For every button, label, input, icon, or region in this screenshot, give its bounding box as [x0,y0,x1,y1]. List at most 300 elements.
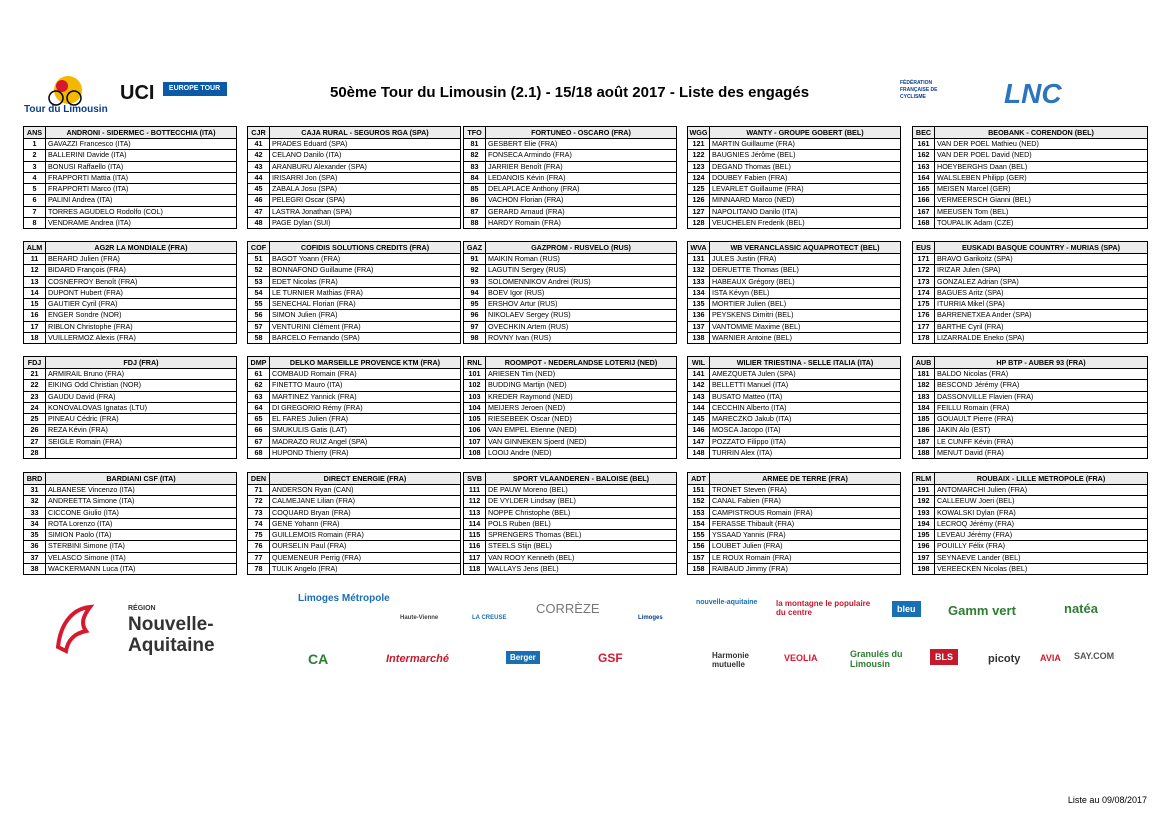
bib-number: 73 [248,508,270,518]
bib-number: 32 [24,496,46,506]
rider-name: CELANO Danilo (ITA) [272,150,342,160]
rider-name: RAIBAUD Jimmy (FRA) [712,564,788,574]
team-header [247,126,461,139]
rider-row [913,309,1147,320]
rider-row [464,552,676,563]
rider-row [913,264,1147,275]
bib-number: 165 [913,184,935,194]
bib-number: 162 [913,150,935,160]
sponsor-berger: Berger [506,651,540,664]
rider-row [248,276,460,287]
bib-number: 137 [688,322,710,332]
rider-name: SIMION Paolo (ITA) [48,530,112,540]
team-table [687,241,901,344]
rider-row [24,276,236,287]
rider-name: LASTRA Jonathan (SPA) [272,206,352,216]
rider-row [913,424,1147,435]
rider-name: VENTURINI Clément (FRA) [272,321,361,331]
rider-row [248,379,460,390]
rider-name: VUILLERMOZ Alexis (FRA) [48,333,136,343]
bib-number: 3 [24,162,46,172]
rider-name: SMUKULIS Gatis (LAT) [272,425,347,435]
rider-name: GAUDU David (FRA) [48,391,116,401]
rider-row [24,183,236,194]
rider-name: MARECZKO Jakub (ITA) [712,414,792,424]
bib-number: 103 [464,392,486,402]
rider-row [464,321,676,332]
team-name: SPORT VLAANDEREN - BALOISE (BEL) [512,474,650,483]
bib-number: 171 [913,254,935,264]
team-header [912,126,1148,139]
rider-row [464,183,676,194]
bib-number: 161 [913,139,935,149]
bib-number: 115 [464,530,486,540]
bib-number: 56 [248,310,270,320]
team-code: RNL [464,357,486,368]
rider-name: BUSATO Matteo (ITA) [712,391,783,401]
rider-row [913,379,1147,390]
rider-row [24,518,236,529]
rider-list [23,139,237,229]
bib-number: 77 [248,553,270,563]
rider-row [248,563,460,574]
rider-row [464,149,676,160]
rider-name: YSSAAD Yannis (FRA) [712,530,786,540]
team-name: WANTY - GROUPE GOBERT (BEL) [746,128,864,137]
rider-row [688,309,900,320]
sponsor-limoges: Limoges [638,615,663,621]
bib-number: 5 [24,184,46,194]
rider-name: ITURRIA Mikel (SPA) [937,299,1005,309]
rider-name: WACKERMANN Luca (ITA) [48,564,136,574]
rider-name: TORRES AGUDELO Rodolfo (COL) [48,206,163,216]
bib-number: 36 [24,541,46,551]
bib-number: 71 [248,485,270,495]
bib-number: 146 [688,425,710,435]
team-header [687,472,901,485]
team-table [912,126,1148,229]
bib-number: 2 [24,150,46,160]
rider-name: WALSLEBEN Philipp (GER) [937,172,1027,182]
rider-row [913,139,1147,149]
team-code: FDJ [24,357,46,368]
bib-number: 48 [248,218,270,228]
rider-row [913,172,1147,183]
rider-row [913,321,1147,332]
team-code: BRD [24,473,46,484]
rider-list [912,485,1148,575]
team-name: ROOMPOT - NEDERLANDSE LOTERIJ (NED) [504,358,658,367]
rider-name: DUPONT Hubert (FRA) [48,287,123,297]
team-header [463,126,677,139]
rider-name: ROVNY Ivan (RUS) [488,333,551,343]
rider-name: BOEV Igor (RUS) [488,287,545,297]
rider-name: VEUCHELEN Frederik (BEL) [712,218,805,228]
rider-name: HABEAUX Grégory (BEL) [712,276,795,286]
bib-number: 152 [688,496,710,506]
rider-name: JULES Justin (FRA) [712,254,777,263]
bib-number: 176 [913,310,935,320]
rider-name: CALMEJANE Lilian (FRA) [272,496,356,506]
rider-row [464,495,676,506]
sponsor-haute-vienne: Haute-Vienne [400,615,439,621]
rider-name: JAKIN Alo (EST) [937,425,991,435]
rider-row [464,518,676,529]
bib-number: 23 [24,392,46,402]
team-header [687,356,901,369]
bib-number: 26 [24,425,46,435]
bib-number: 57 [248,322,270,332]
bib-number: 194 [913,519,935,529]
rider-name: LEDANOIS Kévin (FRA) [488,172,566,182]
rider-row [913,495,1147,506]
rider-row [248,321,460,332]
rider-row [913,206,1147,217]
rider-name: DEGAND Thomas (BEL) [712,161,791,171]
bib-number: 67 [248,437,270,447]
uci-europe-tour-logo: UCI EUROPE TOUR [120,82,260,112]
rider-row [913,276,1147,287]
rider-name: DASSONVILLE Flavien (FRA) [937,391,1034,401]
lnc-logo: LNC [1004,78,1062,109]
rider-name: LE CUNFF Kévin (FRA) [937,436,1014,446]
team-header [687,126,901,139]
team-table [247,126,461,229]
rider-row [688,507,900,518]
rider-row [913,518,1147,529]
rider-name: ERSHOV Artur (RUS) [488,299,558,309]
sponsor-correze: CORRÈZE [536,601,600,616]
rider-row [24,495,236,506]
rider-row [688,194,900,205]
bib-number: 81 [464,139,486,149]
bib-number: 55 [248,299,270,309]
bib-number: 195 [913,530,935,540]
bib-number: 38 [24,564,46,574]
rider-row [688,298,900,309]
bib-number: 66 [248,425,270,435]
bib-number: 134 [688,288,710,298]
team-table [23,241,237,344]
rider-name: MEIJERS Jeroen (NED) [488,402,566,412]
bib-number: 42 [248,150,270,160]
rider-name: SEYNAEVE Lander (BEL) [937,552,1021,562]
rider-list [912,369,1148,459]
bib-number: 113 [464,508,486,518]
rider-row [464,447,676,458]
rider-row [24,149,236,160]
rider-name: VAN EMPEL Etienne (NED) [488,425,577,435]
rider-name: GAUTIER Cyril (FRA) [48,299,118,309]
bib-number: 21 [24,369,46,379]
rider-row [24,436,236,447]
rider-row [24,540,236,551]
bib-number: 116 [464,541,486,551]
rider-name: LIZARRALDE Eneko (SPA) [937,333,1025,343]
team-header [23,472,237,485]
team-name: DELKO MARSEILLE PROVENCE KTM (FRA) [289,358,441,367]
rider-name: COMBAUD Romain (FRA) [272,369,357,378]
bib-number: 11 [24,254,46,264]
bib-number: 47 [248,207,270,217]
rider-name: BONUSI Raffaello (ITA) [48,161,124,171]
team-code: WIL [688,357,710,368]
team-header [23,126,237,139]
team-code: CJR [248,127,270,138]
team-code: WVA [688,242,710,253]
team-header [687,241,901,254]
rider-name: PALINI Andrea (ITA) [48,195,113,205]
page-title: 50ème Tour du Limousin (2.1) - 15/18 août 2017 - Liste des engagés [330,84,810,101]
rider-row [248,194,460,205]
rider-row [24,161,236,172]
bib-number: 117 [464,553,486,563]
rider-name: BALLERINI Davide (ITA) [48,150,127,160]
bib-number: 114 [464,519,486,529]
sponsor-veolia: VEOLIA [784,653,818,663]
rider-list [687,139,901,229]
rider-name: BAGOT Yoann (FRA) [272,254,341,263]
rider-row [913,402,1147,413]
rider-list [247,485,461,575]
bib-number: 181 [913,369,935,379]
bib-number: 151 [688,485,710,495]
bib-number: 44 [248,173,270,183]
team-header [247,472,461,485]
rider-name: ISTA Kévyn (BEL) [712,287,770,297]
ffc-logo: FÉDÉRATION FRANÇAISE DE CYCLISME [900,80,938,100]
rider-name: VANTOMME Maxime (BEL) [712,321,801,331]
rider-name: SIMON Julien (FRA) [272,310,338,320]
rider-row [248,161,460,172]
rider-row [464,264,676,275]
bib-number: 31 [24,485,46,495]
team-table [463,356,677,459]
rider-row [24,206,236,217]
team-table [912,472,1148,575]
rider-name: ARANBURU Alexander (SPA) [272,161,367,171]
rider-name: DERUETTE Thomas (BEL) [712,265,799,275]
rider-row [248,485,460,495]
rider-list [23,369,237,459]
rider-name: BARTHE Cyril (FRA) [937,321,1004,331]
sponsor-la-montagne: la montagne le populaire du centre [776,599,871,617]
bib-number: 34 [24,519,46,529]
rider-name: AMEZQUETA Julen (SPA) [712,369,796,378]
rider-row [464,485,676,495]
rider-name: BARRENETXEA Ander (SPA) [937,310,1032,320]
rider-name: COSNEFROY Benoît (FRA) [48,276,138,286]
bib-number: 65 [248,414,270,424]
team-name: BARDIANI CSF (ITA) [106,474,176,483]
rider-list [912,139,1148,229]
rider-name: BERARD Julien (FRA) [48,254,120,263]
rider-row [24,321,236,332]
rider-name: CALLEEUW Joeri (BEL) [937,496,1015,506]
rider-list [463,485,677,575]
bib-number: 62 [248,380,270,390]
rider-row [24,287,236,298]
rider-name: BAGUES Aritz (SPA) [937,287,1004,297]
rider-name: CECCHIN Alberto (ITA) [712,402,787,412]
rider-row [913,183,1147,194]
rider-row [913,485,1147,495]
rider-list [23,254,237,344]
bib-number: 198 [913,564,935,574]
rider-row [913,161,1147,172]
bib-number: 186 [913,425,935,435]
rider-name: ENGER Sondre (NOR) [48,310,122,320]
team-name: FORTUNEO - OSCARO (FRA) [531,128,631,137]
team-table [463,472,677,575]
rider-row [464,309,676,320]
bib-number: 68 [248,448,270,458]
rider-name: BESCOND Jérémy (FRA) [937,380,1020,390]
rider-row [688,276,900,287]
rider-row [464,217,676,228]
sponsor-gsf: GSF [598,651,623,665]
rider-name: RIBLON Christophe (FRA) [48,321,133,331]
rider-name: GAVAZZI Francesco (ITA) [48,139,131,148]
bib-number: 145 [688,414,710,424]
sponsor-picoty: picoty [988,653,1021,665]
rider-row [464,206,676,217]
rider-list [687,485,901,575]
rider-row [688,424,900,435]
bib-number: 12 [24,265,46,275]
rider-row [248,298,460,309]
sponsor-natea: natéa [1064,601,1098,616]
bib-number: 15 [24,299,46,309]
team-table [463,241,677,344]
rider-list [687,254,901,344]
rider-row [688,379,900,390]
rider-name: VELASCO Simone (ITA) [48,552,126,562]
bib-number: 88 [464,218,486,228]
sponsor-bls: BLS [930,649,958,665]
rider-row [913,149,1147,160]
rider-row [464,540,676,551]
bib-number: 61 [248,369,270,379]
team-name: WILIER TRIESTINA - SELLE ITALIA (ITA) [736,358,874,367]
rider-name: IRISARRI Jon (SPA) [272,172,338,182]
sponsor-intermarche: Intermarché [386,653,449,665]
rider-row [24,485,236,495]
bib-number: 22 [24,380,46,390]
team-code: WGG [688,127,710,138]
rider-row [464,369,676,379]
rider-name: VACHON Florian (FRA) [488,195,564,205]
bib-number: 141 [688,369,710,379]
rider-row [24,217,236,228]
bib-number: 136 [688,310,710,320]
rider-name: IRIZAR Julen (SPA) [937,265,1001,275]
rider-row [248,332,460,343]
rider-row [913,507,1147,518]
rider-row [24,507,236,518]
rider-list [247,254,461,344]
rider-name: FRAPPORTI Mattia (ITA) [48,172,129,182]
rider-row [913,563,1147,574]
bib-number: 154 [688,519,710,529]
team-name: EUSKADI BASQUE COUNTRY - MURIAS (SPA) [962,243,1120,252]
rider-row [248,495,460,506]
rider-row [688,518,900,529]
bib-number: 178 [913,333,935,343]
rider-row [464,276,676,287]
rider-row [464,413,676,424]
team-name: FDJ (FRA) [123,358,159,367]
bib-number: 111 [464,485,486,495]
team-header [463,472,677,485]
rider-name: LEVARLET Guillaume (FRA) [712,184,804,194]
rider-name: PAGE Dylan (SUI) [272,218,331,228]
bib-number: 127 [688,207,710,217]
rider-list [247,369,461,459]
rider-row [24,402,236,413]
rider-name: TOUPALIK Adam (CZE) [937,218,1014,228]
rider-name: NOPPE Christophe (BEL) [488,507,571,517]
team-table [912,356,1148,459]
bib-number: 123 [688,162,710,172]
rider-name: VAN DER POEL Mathieu (NED) [937,139,1039,148]
rider-name: COQUARD Bryan (FRA) [272,507,351,517]
bib-number: 58 [248,333,270,343]
rider-row [688,529,900,540]
rider-row [24,172,236,183]
rider-row [688,321,900,332]
rider-row [913,332,1147,343]
team-code: SVB [464,473,486,484]
rider-list [912,254,1148,344]
rider-row [688,447,900,458]
rider-name: KOWALSKI Dylan (FRA) [937,507,1016,517]
team-name: HP BTP - AUBER 93 (FRA) [996,358,1086,367]
bib-number: 174 [913,288,935,298]
bib-number: 91 [464,254,486,264]
rider-name: DELAPLACE Anthony (FRA) [488,184,580,194]
bib-number: 98 [464,333,486,343]
rider-row [464,287,676,298]
bib-number: 97 [464,322,486,332]
bib-number: 93 [464,277,486,287]
rider-name: KREDER Raymond (NED) [488,391,573,401]
rider-row [688,287,900,298]
bib-number: 166 [913,195,935,205]
team-table [687,356,901,459]
rider-row [913,369,1147,379]
rider-name: JARRIER Benoît (FRA) [488,161,563,171]
rider-name: SEIGLE Romain (FRA) [48,436,122,446]
team-header [463,356,677,369]
rider-name: MADRAZO RUIZ Angel (SPA) [272,436,368,446]
rider-row [913,391,1147,402]
rider-name: REZA Kévin (FRA) [48,425,108,435]
sponsor-credit-agricole: CA [308,651,329,667]
sponsor-say: SAY.COM [1074,651,1115,661]
rider-name: ROTA Lorenzo (ITA) [48,518,113,528]
bib-number: 197 [913,553,935,563]
team-name: GAZPROM - RUSVELO (RUS) [531,243,631,252]
rider-name: TURRIN Alex (ITA) [712,448,773,458]
rider-list [463,139,677,229]
team-code: DEN [248,473,270,484]
rider-name: BIDARD François (FRA) [48,265,126,275]
team-table [23,126,237,229]
rider-name: HOEYBERGHS Daan (BEL) [937,161,1028,171]
bib-number: 24 [24,403,46,413]
header [0,72,1169,122]
